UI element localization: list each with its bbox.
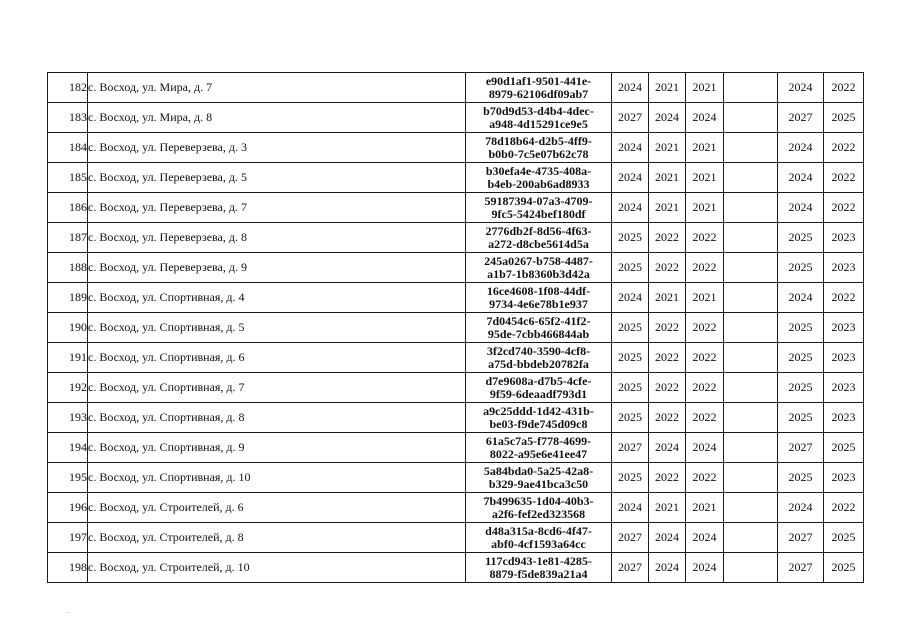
year-cell-4 <box>724 523 778 553</box>
address-cell: с. Восход, ул. Мира, д. 7 <box>88 73 466 103</box>
year-cell-3: 2021 <box>686 163 724 193</box>
year-cell-2: 2022 <box>649 343 686 373</box>
table-row <box>48 283 864 313</box>
guid-cell <box>466 163 612 193</box>
row-number: 191 <box>48 343 88 373</box>
guid-line: 8022-a95e6e41ee47 <box>489 446 588 461</box>
table-row <box>48 403 864 433</box>
address-cell: с. Восход, ул. Спортивная, д. 6 <box>88 343 466 373</box>
table-row <box>48 103 864 133</box>
year-cell-5: 2025 <box>778 403 824 433</box>
year-cell-1: 2025 <box>612 223 649 253</box>
year-cell-2: 2021 <box>649 133 686 163</box>
year-cell-3: 2021 <box>686 283 724 313</box>
guid-line: 78d18b64-d2b5-4ff9- <box>485 133 592 148</box>
year-cell-6: 2023 <box>824 403 864 433</box>
year-cell-3: 2022 <box>686 373 724 403</box>
year-cell-3: 2022 <box>686 313 724 343</box>
year-cell-3: 2024 <box>686 103 724 133</box>
year-cell-4 <box>724 493 778 523</box>
year-cell-2: 2021 <box>649 493 686 523</box>
year-cell-2: 2024 <box>649 433 686 463</box>
year-cell-3: 2021 <box>686 73 724 103</box>
address-cell: с. Восход, ул. Спортивная, д. 9 <box>88 433 466 463</box>
address-cell: с. Восход, ул. Переверзева, д. 3 <box>88 133 466 163</box>
year-cell-4 <box>724 103 778 133</box>
year-cell-6: 2025 <box>824 103 864 133</box>
year-cell-1: 2024 <box>612 133 649 163</box>
year-cell-5: 2027 <box>778 553 824 583</box>
year-cell-2: 2021 <box>649 163 686 193</box>
year-cell-6: 2023 <box>824 343 864 373</box>
year-cell-1: 2027 <box>612 103 649 133</box>
year-cell-5: 2024 <box>778 133 824 163</box>
guid-line: abf0-4cf1593a64cc <box>491 536 586 551</box>
guid-cell <box>466 433 612 463</box>
year-cell-1: 2025 <box>612 253 649 283</box>
guid-line: 8879-f5de839a21a4 <box>489 566 588 581</box>
year-cell-1: 2025 <box>612 313 649 343</box>
year-cell-1: 2024 <box>612 493 649 523</box>
year-cell-2: 2024 <box>649 553 686 583</box>
year-cell-3: 2022 <box>686 343 724 373</box>
address-cell: с. Восход, ул. Переверзева, д. 8 <box>88 223 466 253</box>
year-cell-3: 2024 <box>686 553 724 583</box>
guid-line: 8979-62106df09ab7 <box>488 86 589 101</box>
year-cell-5: 2024 <box>778 73 824 103</box>
table-row <box>48 373 864 403</box>
year-cell-4 <box>724 373 778 403</box>
year-cell-6: 2025 <box>824 523 864 553</box>
year-cell-4 <box>724 193 778 223</box>
year-cell-2: 2022 <box>649 223 686 253</box>
document-page <box>47 72 864 583</box>
guid-cell <box>466 553 612 583</box>
guid-cell <box>466 133 612 163</box>
table-row <box>48 73 864 103</box>
address-cell: с. Восход, ул. Переверзева, д. 9 <box>88 253 466 283</box>
row-number: 198 <box>48 553 88 583</box>
year-cell-5: 2024 <box>778 493 824 523</box>
address-cell: с. Восход, ул. Спортивная, д. 8 <box>88 403 466 433</box>
guid-cell <box>466 493 612 523</box>
year-cell-4 <box>724 223 778 253</box>
guid-cell <box>466 73 612 103</box>
table-row <box>48 223 864 253</box>
housing-register-table <box>47 72 864 583</box>
row-number: 183 <box>48 103 88 133</box>
year-cell-2: 2021 <box>649 73 686 103</box>
year-cell-6: 2023 <box>824 223 864 253</box>
row-number: 186 <box>48 193 88 223</box>
year-cell-1: 2025 <box>612 373 649 403</box>
guid-line: 9f59-6deaadf793d1 <box>489 386 588 401</box>
address-cell: с. Восход, ул. Спортивная, д. 4 <box>88 283 466 313</box>
row-number: 190 <box>48 313 88 343</box>
guid-cell <box>466 193 612 223</box>
year-cell-1: 2025 <box>612 463 649 493</box>
guid-line: b70d9d53-d4b4-4dec- <box>483 103 594 118</box>
year-cell-1: 2024 <box>612 73 649 103</box>
guid-cell <box>466 103 612 133</box>
guid-line: a948-4d15291ce9e5 <box>489 116 588 131</box>
year-cell-1: 2025 <box>612 403 649 433</box>
year-cell-3: 2024 <box>686 433 724 463</box>
guid-line: 95de-7cbb466844ab <box>487 326 590 341</box>
year-cell-1: 2024 <box>612 193 649 223</box>
year-cell-6: 2022 <box>824 283 864 313</box>
year-cell-2: 2021 <box>649 283 686 313</box>
table-row <box>48 313 864 343</box>
year-cell-1: 2027 <box>612 553 649 583</box>
table-row <box>48 433 864 463</box>
row-number: 189 <box>48 283 88 313</box>
guid-cell <box>466 403 612 433</box>
table-row <box>48 493 864 523</box>
row-number: 188 <box>48 253 88 283</box>
guid-line: b30efa4e-4735-408a- <box>485 163 592 178</box>
year-cell-2: 2022 <box>649 403 686 433</box>
guid-cell <box>466 223 612 253</box>
guid-line: 61a5c7a5-f778-4699- <box>485 433 592 448</box>
year-cell-6: 2022 <box>824 163 864 193</box>
year-cell-6: 2022 <box>824 73 864 103</box>
guid-line: 2776db2f-8d56-4f63- <box>485 223 592 238</box>
guid-line: b4eb-200ab6ad8933 <box>487 176 590 191</box>
table-row <box>48 523 864 553</box>
year-cell-5: 2027 <box>778 103 824 133</box>
row-number: 196 <box>48 493 88 523</box>
year-cell-6: 2023 <box>824 463 864 493</box>
guid-cell <box>466 523 612 553</box>
address-cell: с. Восход, ул. Переверзева, д. 7 <box>88 193 466 223</box>
year-cell-2: 2024 <box>649 103 686 133</box>
table-row <box>48 133 864 163</box>
year-cell-4 <box>724 283 778 313</box>
row-number: 194 <box>48 433 88 463</box>
guid-line: 245a0267-b758-4487- <box>484 253 593 268</box>
address-cell: с. Восход, ул. Строителей, д. 10 <box>88 553 466 583</box>
year-cell-5: 2027 <box>778 523 824 553</box>
address-cell: с. Восход, ул. Спортивная, д. 5 <box>88 313 466 343</box>
year-cell-1: 2027 <box>612 433 649 463</box>
year-cell-3: 2022 <box>686 253 724 283</box>
year-cell-6: 2023 <box>824 313 864 343</box>
year-cell-4 <box>724 463 778 493</box>
year-cell-3: 2021 <box>686 493 724 523</box>
year-cell-4 <box>724 553 778 583</box>
year-cell-2: 2024 <box>649 523 686 553</box>
year-cell-6: 2022 <box>824 133 864 163</box>
year-cell-5: 2027 <box>778 433 824 463</box>
row-number: 195 <box>48 463 88 493</box>
address-cell: с. Восход, ул. Переверзева, д. 5 <box>88 163 466 193</box>
guid-line: b0b0-7c5e07b62c78 <box>488 146 589 161</box>
guid-line: 7d0454c6-65f2-41f2- <box>486 313 591 328</box>
year-cell-1: 2027 <box>612 523 649 553</box>
scan-speck <box>67 612 69 613</box>
table-row <box>48 253 864 283</box>
year-cell-4 <box>724 343 778 373</box>
guid-cell <box>466 463 612 493</box>
guid-line: a1b7-1b8360b3d42a <box>487 266 590 281</box>
year-cell-5: 2025 <box>778 343 824 373</box>
guid-line: a272-d8cbe5614d5a <box>488 236 589 251</box>
year-cell-3: 2021 <box>686 193 724 223</box>
address-cell: с. Восход, ул. Мира, д. 8 <box>88 103 466 133</box>
row-number: 185 <box>48 163 88 193</box>
table-row <box>48 553 864 583</box>
guid-line: 9fc5-5424bef180df <box>491 206 586 221</box>
year-cell-6: 2025 <box>824 553 864 583</box>
guid-line: a2f6-fef2ed323568 <box>491 506 586 521</box>
year-cell-3: 2022 <box>686 223 724 253</box>
row-number: 193 <box>48 403 88 433</box>
address-cell: с. Восход, ул. Строителей, д. 8 <box>88 523 466 553</box>
year-cell-4 <box>724 253 778 283</box>
guid-line: be03-f9de745d09c8 <box>489 416 588 431</box>
year-cell-5: 2024 <box>778 283 824 313</box>
table-row <box>48 163 864 193</box>
year-cell-6: 2023 <box>824 373 864 403</box>
guid-line: 5a84bda0-5a25-42a8- <box>483 463 594 478</box>
year-cell-2: 2022 <box>649 253 686 283</box>
year-cell-6: 2023 <box>824 253 864 283</box>
year-cell-5: 2025 <box>778 313 824 343</box>
year-cell-4 <box>724 133 778 163</box>
year-cell-4 <box>724 403 778 433</box>
year-cell-3: 2022 <box>686 463 724 493</box>
year-cell-4 <box>724 73 778 103</box>
year-cell-4 <box>724 433 778 463</box>
year-cell-5: 2025 <box>778 373 824 403</box>
table-row <box>48 463 864 493</box>
guid-line: 7b499635-1d04-40b3- <box>483 493 594 508</box>
year-cell-6: 2022 <box>824 193 864 223</box>
year-cell-5: 2024 <box>778 163 824 193</box>
year-cell-1: 2024 <box>612 163 649 193</box>
row-number: 192 <box>48 373 88 403</box>
guid-line: 59187394-07a3-4709- <box>484 193 593 208</box>
address-cell: с. Восход, ул. Спортивная, д. 7 <box>88 373 466 403</box>
guid-cell <box>466 373 612 403</box>
row-number: 187 <box>48 223 88 253</box>
guid-cell <box>466 253 612 283</box>
guid-line: d48a315a-8cd6-4f47- <box>485 523 592 538</box>
year-cell-6: 2022 <box>824 493 864 523</box>
year-cell-5: 2024 <box>778 193 824 223</box>
guid-cell <box>466 283 612 313</box>
year-cell-2: 2021 <box>649 193 686 223</box>
year-cell-5: 2025 <box>778 253 824 283</box>
guid-line: 9734-4e6e78b1e937 <box>489 296 588 311</box>
guid-line: d7e9608a-d7b5-4cfe- <box>485 373 592 388</box>
year-cell-5: 2025 <box>778 463 824 493</box>
address-cell: с. Восход, ул. Строителей, д. 6 <box>88 493 466 523</box>
year-cell-1: 2025 <box>612 343 649 373</box>
guid-line: a9c25ddd-1d42-431b- <box>483 403 594 418</box>
year-cell-3: 2024 <box>686 523 724 553</box>
year-cell-6: 2025 <box>824 433 864 463</box>
guid-line: 117cd943-1e81-4285- <box>485 553 592 568</box>
guid-line: e90d1af1-9501-441e- <box>485 73 592 88</box>
guid-cell <box>466 313 612 343</box>
year-cell-5: 2025 <box>778 223 824 253</box>
year-cell-4 <box>724 163 778 193</box>
row-number: 184 <box>48 133 88 163</box>
year-cell-4 <box>724 313 778 343</box>
year-cell-2: 2022 <box>649 373 686 403</box>
guid-line: 16ce4608-1f08-44df- <box>486 283 591 298</box>
address-cell: с. Восход, ул. Спортивная, д. 10 <box>88 463 466 493</box>
guid-line: b329-9ae41bca3c50 <box>488 476 589 491</box>
table-body <box>48 73 864 583</box>
year-cell-3: 2021 <box>686 133 724 163</box>
year-cell-3: 2022 <box>686 403 724 433</box>
row-number: 182 <box>48 73 88 103</box>
row-number: 197 <box>48 523 88 553</box>
table-row <box>48 343 864 373</box>
guid-line: 3f2cd740-3590-4cf8- <box>486 343 591 358</box>
year-cell-2: 2022 <box>649 313 686 343</box>
year-cell-1: 2024 <box>612 283 649 313</box>
guid-cell <box>466 343 612 373</box>
year-cell-2: 2022 <box>649 463 686 493</box>
table-row <box>48 193 864 223</box>
guid-line: a75d-bbdeb20782fa <box>488 356 589 371</box>
